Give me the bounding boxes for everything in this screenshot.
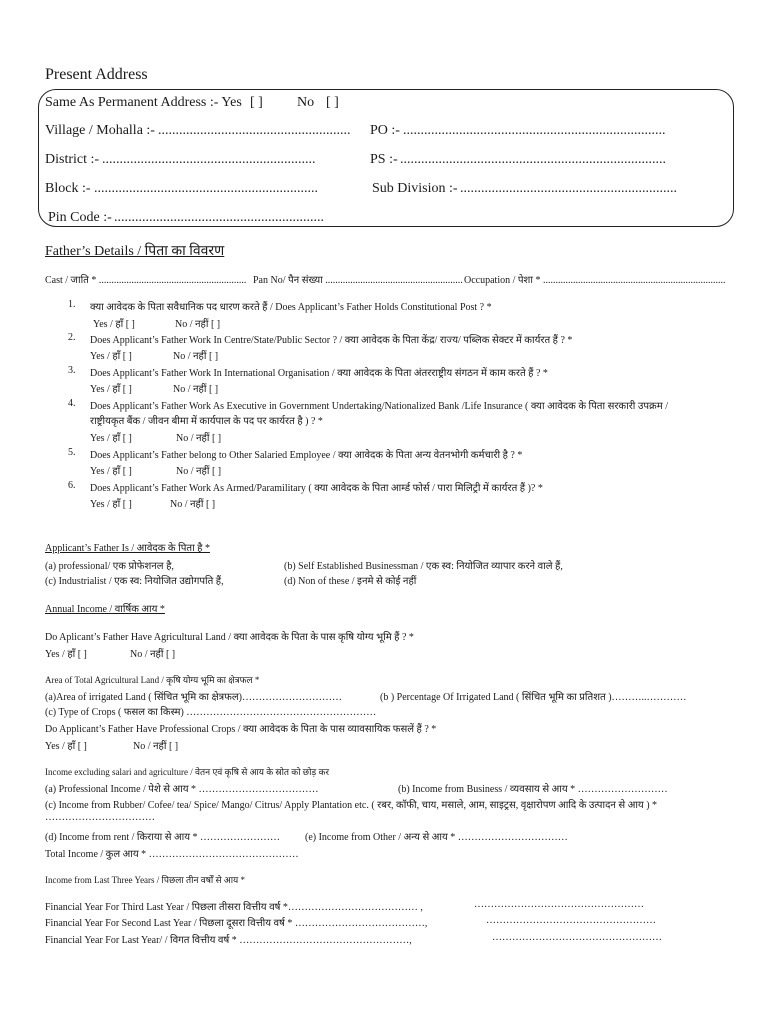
question-no-checkbox[interactable]: No / नहीं [ ] (175, 319, 221, 330)
same-as-permanent-no-checkbox[interactable]: [ ] (326, 95, 339, 110)
same-as-permanent-yes-checkbox[interactable]: [ ] (250, 95, 263, 110)
plantation-income-label: (c) Income from Rubber/ Cofee/ tea/ Spice/ Mango/ Citrus/ Apply Plantation etc. ( रबर, कॉफी, चाय, मसाले, आम, साइट्रस, वृक्षारोपण आदि के उत्पादन से आय ) * (45, 800, 658, 811)
annual-income-heading: Annual Income / वार्षिक आय * (45, 604, 165, 615)
question-text: Does Applicant’s Father belong to Other Salaried Employee / क्या आवेदक के पिता अन्य वेतनभोगी कर्मचारी है ? * (90, 450, 523, 461)
question-number: 2. (68, 332, 76, 343)
question-text-continued: राष्ट्रीयकृत बैंक / जीवन बीमा में कार्यपाल के पद पर कार्यरत है ) ? * (90, 416, 323, 427)
rent-income-field[interactable]: (d) Income from rent / किराया से आय * …………………… (45, 832, 281, 843)
question-no-checkbox[interactable]: No / नहीं [ ] (176, 466, 222, 477)
professional-income-field[interactable]: (a) Professional Income / पेशे से आय * ……………………………… (45, 784, 319, 795)
plantation-income-field[interactable]: …………………………… (45, 812, 155, 823)
last-year-field[interactable]: Financial Year For Last Year/ / विगत वित्तीय वर्ष * ……………………………………………, (45, 935, 412, 946)
question-yes-checkbox[interactable]: Yes / हाँ [ ] (90, 466, 132, 477)
district-field[interactable]: ............................................................. (102, 152, 316, 167)
question-no-checkbox[interactable]: No / नहीं [ ] (176, 433, 222, 444)
question-number: 4. (68, 398, 76, 409)
third-last-year-amount-field[interactable]: …………………………………………… (474, 899, 644, 910)
question-number: 5. (68, 447, 76, 458)
three-years-heading: Income from Last Three Years / पिछला तीन वर्षों से आय * (45, 875, 245, 885)
ps-label: PS :- (370, 152, 398, 167)
irrigated-area-field[interactable]: (a)Area of irrigated Land ( सिंचित भूमि का क्षेत्रफल)………………………… (45, 692, 342, 703)
question-number: 3. (68, 365, 76, 376)
question-number: 6. (68, 480, 76, 491)
question-text: Does Applicant’s Father Work In Centre/State/Public Sector ? / क्या आवेदक के पिता केंद्र/ राज्य/ पब्लिक सेक्टर में कार्यरत हैं ? * (90, 335, 573, 346)
professional-crops-question: Do Applicant’s Father Have Professional Crops / क्या आवेदक के पिता के पास व्यावसायिक फसलें हैं ? * (45, 724, 437, 735)
irrigated-percentage-field[interactable]: (b ) Percentage Of Irrigated Land ( सिंचित भूमि का प्रतिशत )………..………… (380, 692, 687, 703)
question-number: 1. (68, 299, 76, 310)
total-income-field[interactable]: Total Income / कुल आय * ……………………………………… (45, 849, 299, 860)
second-last-year-amount-field[interactable]: …………………………………………… (486, 915, 656, 926)
pin-field[interactable]: ............................................................ (114, 210, 324, 225)
pin-label: Pin Code :- (48, 210, 112, 225)
question-no-checkbox[interactable]: No / नहीं [ ] (173, 384, 219, 395)
business-income-field[interactable]: (b) Income from Business / व्यवसाय से आय * ……………………… (398, 784, 668, 795)
district-label: District :- (45, 152, 100, 167)
crop-type-field[interactable]: (c) Type of Crops ( फसल का किस्म) ………………………………………………… (45, 707, 377, 718)
other-income-field[interactable]: (e) Income from Other / अन्य से आय * …………………………… (305, 832, 568, 843)
pan-field[interactable]: Pan No/ पैन संख्या ....................................................... (253, 275, 463, 286)
cast-field[interactable]: Cast / जाति * ........................................................... (45, 275, 247, 286)
income-excluding-heading: Income excluding salari and agriculture / वेतन एवं कृषि से आय के स्रोत को छोड़ कर (45, 767, 330, 777)
subdivision-field[interactable]: .............................................................. (460, 181, 677, 196)
question-no-checkbox[interactable]: No / नहीं [ ] (173, 351, 219, 362)
agri-land-question: Do Aplicant’s Father Have Agricultural Land / क्या आवेदक के पिता के पास कृषि योग्य भूमि हैं ? * (45, 632, 414, 643)
subdivision-label: Sub Division :- (372, 181, 458, 196)
professional-crops-yes-checkbox[interactable]: Yes / हाँ [ ] (45, 741, 87, 752)
question-text: Does Applicant’s Father Work As Executive in Government Undertaking/Nationalized Bank /Life Insurance ( क्या आवेदक के पिता सरकारी उपक्रम / (90, 401, 668, 412)
question-text: Does Applicant’s Father Work As Armed/Paramilitary ( क्या आवेदक के पिता आर्म्ड फोर्स / पारा मिलिट्री में कार्यरत हैं )? * (90, 483, 543, 494)
question-yes-checkbox[interactable]: Yes / हाँ [ ] (90, 351, 132, 362)
occupation-field[interactable]: Occupation / पेशा * ......................................................................... (464, 275, 726, 286)
professional-crops-no-checkbox[interactable]: No / नहीं [ ] (133, 741, 179, 752)
village-label: Village / Mohalla :- (45, 123, 155, 138)
agri-land-no-checkbox[interactable]: No / नहीं [ ] (130, 649, 176, 660)
question-yes-checkbox[interactable]: Yes / हाँ [ ] (90, 433, 132, 444)
question-yes-checkbox[interactable]: Yes / हाँ [ ] (93, 319, 135, 330)
question-text: क्या आवेदक के पिता सवैधानिक पद धारण करते हैं / Does Applicant’s Father Holds Constitutional Post ? * (90, 302, 492, 313)
question-text: Does Applicant’s Father Work In International Organisation / क्या आवेदक के पिता अंतरराष्ट्रीय संगठन में काम करते हैं ? * (90, 368, 548, 379)
question-yes-checkbox[interactable]: Yes / हाँ [ ] (90, 499, 132, 510)
last-year-amount-field[interactable]: …………………………………………… (492, 932, 662, 943)
third-last-year-field[interactable]: Financial Year For Third Last Year / पिछला तीसरा वित्तीय वर्ष *………………………………… , (45, 902, 423, 913)
po-field[interactable]: ........................................................................... (403, 123, 666, 138)
second-last-year-field[interactable]: Financial Year For Second Last Year / पिछला दूसरा वित्तीय वर्ष * …………………………………, (45, 918, 428, 929)
village-field[interactable]: ....................................................... (158, 123, 351, 138)
block-label: Block :- (45, 181, 91, 196)
father-is-option-b[interactable]: (b) Self Established Businessman / एक स्व: नियोजित व्यापार करने वाले हैं, (284, 561, 563, 572)
father-is-option-a[interactable]: (a) professional/ एक प्रोफेशनल है, (45, 561, 174, 572)
same-as-permanent-label: Same As Permanent Address :- Yes (45, 95, 242, 110)
ps-field[interactable]: ............................................................................ (400, 152, 666, 167)
present-address-heading: Present Address (45, 66, 148, 83)
agri-land-yes-checkbox[interactable]: Yes / हाँ [ ] (45, 649, 87, 660)
father-is-heading: Applicant’s Father Is / आवेदक के पिता है * (45, 543, 210, 554)
father-is-option-c[interactable]: (c) Industrialist / एक स्व: नियोजित उद्योगपति हैं, (45, 576, 224, 587)
father-details-heading: Father’s Details / पिता का विवरण (45, 244, 225, 259)
total-agri-area-label: Area of Total Agricultural Land / कृषि योग्य भूमि का क्षेत्रफल * (45, 675, 260, 685)
same-as-permanent-no-label: No (297, 95, 315, 110)
question-no-checkbox[interactable]: No / नहीं [ ] (170, 499, 216, 510)
father-is-option-d[interactable]: (d) Non of these / इनमे से कोई नहीं (284, 576, 417, 587)
po-label: PO :- (370, 123, 400, 138)
question-yes-checkbox[interactable]: Yes / हाँ [ ] (90, 384, 132, 395)
block-field[interactable]: ................................................................ (94, 181, 318, 196)
